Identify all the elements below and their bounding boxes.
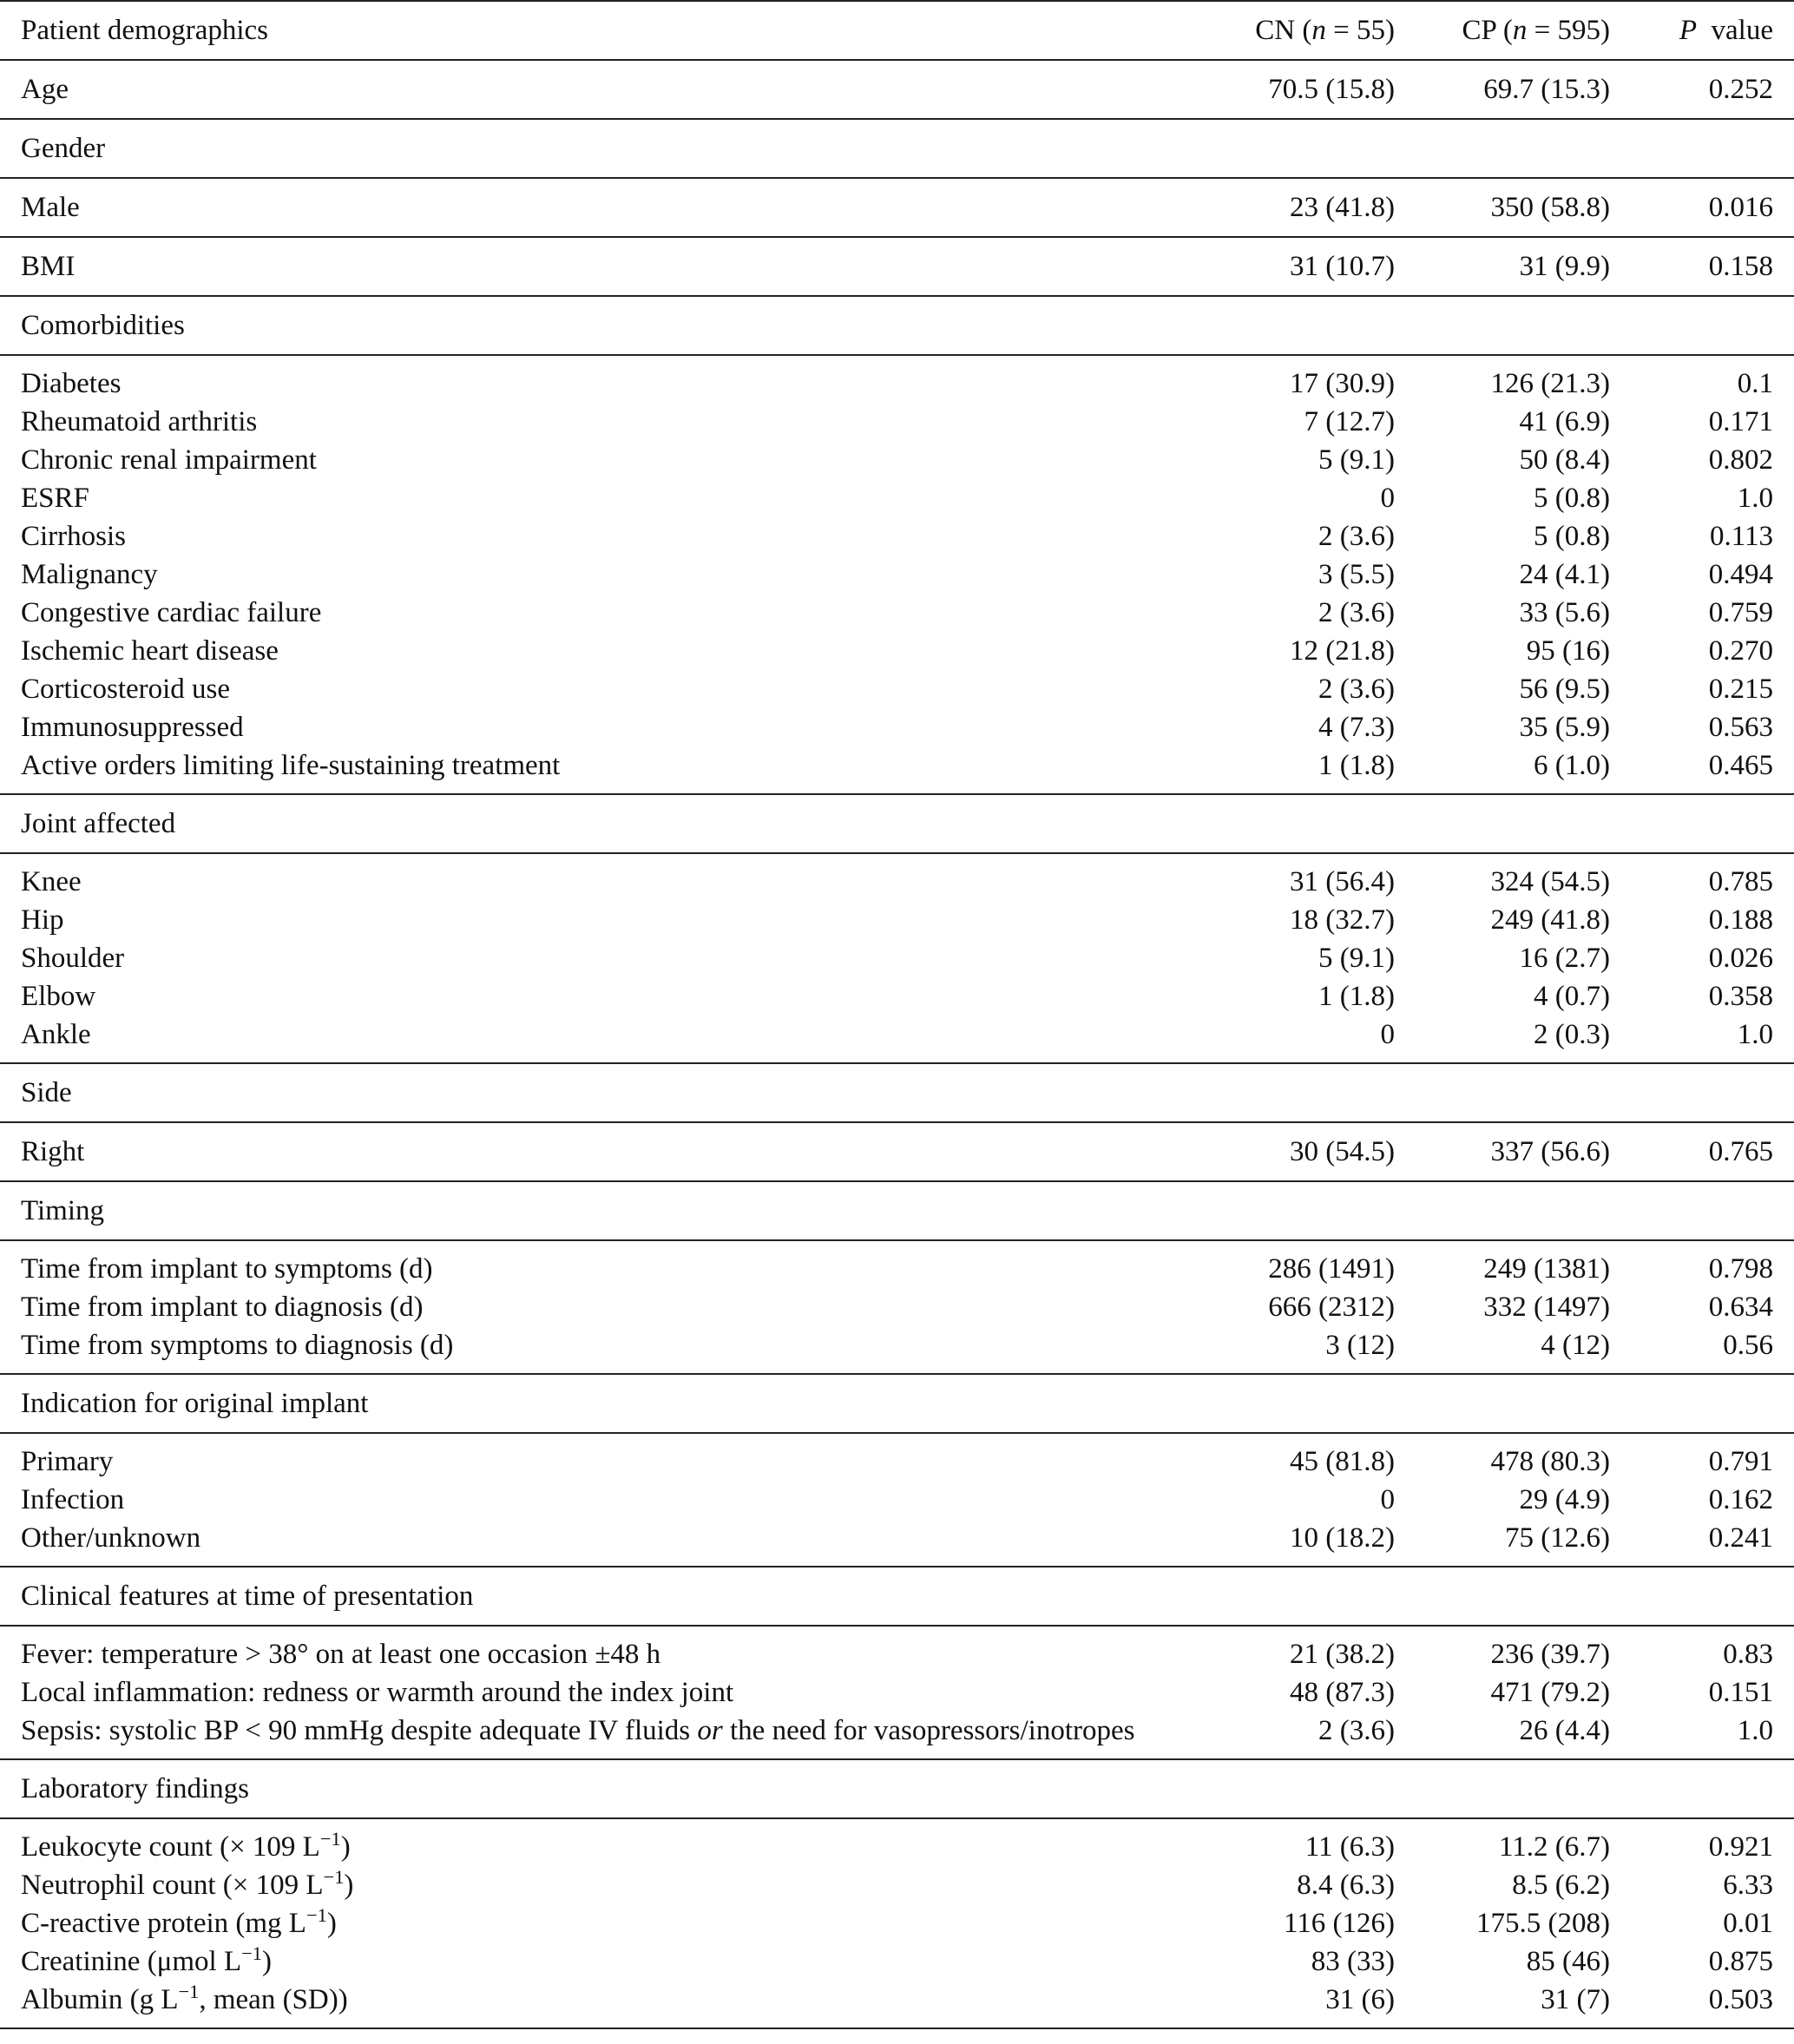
p-value: 0.759 (1708, 596, 1773, 628)
cn-value: 31 (6) (1166, 1981, 1416, 2028)
section-title: Comorbidities (0, 296, 1794, 355)
cp-value: 5 (0.8) (1534, 520, 1610, 552)
p-value: 0.83 (1723, 1638, 1773, 1670)
p-value: 0.791 (1708, 1445, 1773, 1477)
table-row (0, 1519, 1794, 1567)
cn-value: 2 (3.6) (1318, 673, 1395, 705)
cn-value: 18 (32.7) (1290, 904, 1395, 936)
row-label: Diabetes (21, 367, 122, 399)
p-value: 0.802 (1708, 444, 1773, 476)
cp-value: 16 (2.7) (1519, 942, 1610, 974)
table-row (0, 1673, 1794, 1712)
row-label: Male (0, 178, 1166, 237)
cn-value: 83 (33) (1311, 1945, 1395, 1977)
cn-value: 8.4 (6.3) (1297, 1869, 1395, 1901)
row-label: Corticosteroid use (21, 673, 231, 705)
row-label: Rheumatoid arthritis (21, 405, 258, 437)
row-label: Age (0, 60, 1166, 119)
table-row (0, 670, 1794, 708)
section-title: Gender (0, 119, 1794, 178)
cn-value: 0 (1166, 1015, 1416, 1063)
p-value: 0.875 (1708, 1945, 1773, 1977)
cn-value: 48 (87.3) (1290, 1676, 1395, 1708)
row-label: Right (0, 1122, 1166, 1181)
table-row (0, 901, 1794, 939)
cp-value: 175.5 (208) (1476, 1907, 1610, 1939)
section-header-laboratory-findings (0, 1759, 1794, 1818)
cp-value: 236 (39.7) (1490, 1638, 1610, 1670)
cn-value: 3 (5.5) (1318, 558, 1395, 590)
p-value: 0.171 (1708, 405, 1773, 437)
p-value: 0.634 (1708, 1291, 1773, 1323)
row-label: Time from symptoms to diagnosis (d) (0, 1326, 1166, 1374)
p-value: 0.785 (1708, 865, 1773, 897)
table-row (0, 853, 1794, 901)
cp-value: 75 (12.6) (1416, 1519, 1631, 1567)
cp-value: 31 (7) (1416, 1981, 1631, 2028)
cn-value: 11 (6.3) (1304, 1830, 1395, 1863)
cp-value: 33 (5.6) (1519, 596, 1610, 628)
cn-value: 23 (41.8) (1166, 178, 1416, 237)
cn-value: 666 (2312) (1268, 1291, 1395, 1323)
table-row (0, 441, 1794, 479)
p-value: 0.241 (1631, 1519, 1794, 1567)
row-label: Immunosuppressed (21, 711, 244, 743)
row-label: Primary (21, 1445, 114, 1477)
p-value: 0.563 (1708, 711, 1773, 743)
p-value: 0.465 (1631, 746, 1794, 794)
row-label: Ankle (0, 1015, 1166, 1063)
table-row (0, 746, 1794, 794)
p-value: 0.151 (1708, 1676, 1773, 1708)
row-label: Local inflammation: redness or warmth around the index joint (21, 1676, 734, 1708)
row-label: Infection (21, 1483, 125, 1515)
table-row (0, 555, 1794, 594)
table-row (0, 1981, 1794, 2028)
p-value: 0.798 (1708, 1252, 1773, 1285)
row-label: Cirrhosis (21, 520, 127, 552)
cn-value: 0 (1380, 482, 1395, 514)
row-label: Time from implant to symptoms (d) (21, 1252, 433, 1285)
section-header-joint-affected (0, 794, 1794, 853)
header-p-value: P value (1631, 1, 1794, 60)
cp-value: 11.2 (6.7) (1498, 1830, 1610, 1863)
table-row (0, 1288, 1794, 1326)
cn-value: 1 (1.8) (1318, 980, 1395, 1012)
cn-value: 45 (81.8) (1290, 1445, 1395, 1477)
cp-value: 249 (41.8) (1490, 904, 1610, 936)
cn-value: 30 (54.5) (1166, 1122, 1416, 1181)
table-row (0, 1866, 1794, 1904)
header-row (0, 1, 1794, 60)
row-label: Time from implant to diagnosis (d) (21, 1291, 424, 1323)
row-label: Hip (21, 904, 64, 936)
cp-value: 41 (6.9) (1519, 405, 1610, 437)
cp-value: 337 (56.6) (1416, 1122, 1631, 1181)
cn-value: 12 (21.8) (1290, 634, 1395, 667)
row-label: Creatinine (μmol $L^{-1}$) (21, 1942, 272, 1977)
header-cn: CN (n = 55) (1166, 1, 1416, 60)
section-title: Side (0, 1063, 1794, 1122)
table-row (0, 1433, 1794, 1481)
row-label: Other/unknown (0, 1519, 1166, 1567)
cn-value: 21 (38.2) (1290, 1638, 1395, 1670)
cn-value: 70.5 (15.8) (1166, 60, 1416, 119)
cn-value: 286 (1491) (1268, 1252, 1395, 1285)
cn-value: 2 (3.6) (1318, 520, 1395, 552)
p-value: 0.56 (1631, 1326, 1794, 1374)
cp-value: 95 (16) (1526, 634, 1610, 667)
table-row (0, 1015, 1794, 1063)
cn-value: 2 (3.6) (1166, 1712, 1416, 1759)
row-label: Sepsis: systolic BP < 90 mmHg despite adequate IV fluids or the need for vasopressors/inotropes (0, 1712, 1166, 1759)
p-value: 0.026 (1708, 942, 1773, 974)
table-row (0, 1904, 1794, 1942)
table-row (0, 517, 1794, 555)
p-value: 0.016 (1631, 178, 1794, 237)
row-label: Albumin (g $L^{-1}$, mean (SD)) (0, 1981, 1166, 2028)
p-value: 6.33 (1723, 1869, 1773, 1901)
cp-value: 56 (9.5) (1519, 673, 1610, 705)
section-header-gender (0, 119, 1794, 178)
cp-value: 350 (58.8) (1416, 178, 1631, 237)
cp-value: 4 (0.7) (1534, 980, 1610, 1012)
table-row (0, 1326, 1794, 1374)
table-row (0, 1481, 1794, 1519)
p-value: 0.503 (1631, 1981, 1794, 2028)
p-value: 1.0 (1737, 482, 1773, 514)
p-value: 0.01 (1723, 1907, 1773, 1939)
row-label: Elbow (21, 980, 96, 1012)
table-row (0, 1626, 1794, 1673)
section-title: Joint affected (0, 794, 1794, 853)
cn-value: 2 (3.6) (1318, 596, 1395, 628)
cn-value: 31 (56.4) (1290, 865, 1395, 897)
cp-value: 471 (79.2) (1490, 1676, 1610, 1708)
cn-value: 4 (7.3) (1318, 711, 1395, 743)
table-row (0, 178, 1794, 237)
cn-value: 5 (9.1) (1318, 444, 1395, 476)
section-header-indication (0, 1374, 1794, 1433)
table-row (0, 708, 1794, 746)
p-value: 0.188 (1708, 904, 1773, 936)
cp-value: 478 (80.3) (1490, 1445, 1610, 1477)
table-row (0, 237, 1794, 296)
p-value: 0.158 (1631, 237, 1794, 296)
p-value: 0.162 (1708, 1483, 1773, 1515)
table-row (0, 1240, 1794, 1288)
p-value: 0.1 (1737, 367, 1773, 399)
row-label: Shoulder (21, 942, 125, 974)
cp-value: 8.5 (6.2) (1512, 1869, 1610, 1901)
cn-value: 0 (1380, 1483, 1395, 1515)
p-value: 0.921 (1708, 1830, 1773, 1863)
row-label: Congestive cardiac failure (21, 596, 322, 628)
cp-value: 29 (4.9) (1519, 1483, 1610, 1515)
row-label: Fever: temperature > 38° on at least one occasion ±48 h (21, 1638, 661, 1670)
cp-value: 4 (12) (1416, 1326, 1631, 1374)
p-value: 0.113 (1709, 520, 1773, 552)
row-label: Active orders limiting life-sustaining treatment (0, 746, 1166, 794)
p-value: 0.270 (1708, 634, 1773, 667)
p-value: 1.0 (1631, 1015, 1794, 1063)
cn-value: 17 (30.9) (1290, 367, 1395, 399)
header-patient-demographics: Patient demographics (0, 1, 1166, 60)
section-title: Clinical features at time of presentation (0, 1567, 1794, 1626)
cp-value: 2 (0.3) (1416, 1015, 1631, 1063)
table-row (0, 403, 1794, 441)
p-value: 0.215 (1708, 673, 1773, 705)
table-row (0, 1122, 1794, 1181)
cp-value: 126 (21.3) (1490, 367, 1610, 399)
table-row (0, 355, 1794, 403)
table-row (0, 1818, 1794, 1866)
cp-value: 6 (1.0) (1416, 746, 1631, 794)
section-header-side (0, 1063, 1794, 1122)
row-label: Leukocyte count (× 109 $L^{-1}$) (21, 1827, 351, 1863)
table-row (0, 60, 1794, 119)
cn-value: 10 (18.2) (1166, 1519, 1416, 1567)
cp-value: 31 (9.9) (1416, 237, 1631, 296)
cn-value: 116 (126) (1283, 1907, 1395, 1939)
cp-value: 69.7 (15.3) (1416, 60, 1631, 119)
cp-value: 50 (8.4) (1519, 444, 1610, 476)
row-label: C-reactive protein (mg $L^{-1}$) (21, 1903, 337, 1939)
cp-value: 324 (54.5) (1490, 865, 1610, 897)
section-title: Timing (0, 1181, 1794, 1240)
header-cp: CP (n = 595) (1416, 1, 1631, 60)
table-row (0, 1712, 1794, 1759)
cp-value: 24 (4.1) (1519, 558, 1610, 590)
table-row (0, 977, 1794, 1015)
cn-value: 1 (1.8) (1166, 746, 1416, 794)
cp-value: 35 (5.9) (1519, 711, 1610, 743)
table-row (0, 939, 1794, 977)
section-header-comorbidities (0, 296, 1794, 355)
table-row (0, 1942, 1794, 1981)
table-row (0, 632, 1794, 670)
row-label: BMI (0, 237, 1166, 296)
table-row (0, 479, 1794, 517)
cp-value: 85 (46) (1526, 1945, 1610, 1977)
cp-value: 26 (4.4) (1416, 1712, 1631, 1759)
row-label: Malignancy (21, 558, 158, 590)
p-value: 0.252 (1631, 60, 1794, 119)
row-label: Ischemic heart disease (21, 634, 279, 667)
section-title: Indication for original implant (0, 1374, 1794, 1433)
row-label: ESRF (21, 482, 89, 514)
row-label: Knee (21, 865, 82, 897)
p-value: 0.765 (1631, 1122, 1794, 1181)
p-value: 0.358 (1708, 980, 1773, 1012)
cn-value: 31 (10.7) (1166, 237, 1416, 296)
cp-value: 332 (1497) (1483, 1291, 1610, 1323)
row-label: Chronic renal impairment (21, 444, 317, 476)
cn-value: 7 (12.7) (1304, 405, 1395, 437)
row-label: Neutrophil count (× 109 $L^{-1}$) (21, 1865, 354, 1901)
cp-value: 249 (1381) (1483, 1252, 1610, 1285)
cn-value: 3 (12) (1166, 1326, 1416, 1374)
p-value: 0.494 (1708, 558, 1773, 590)
section-title: Laboratory findings (0, 1759, 1794, 1818)
cn-value: 5 (9.1) (1318, 942, 1395, 974)
p-value: 1.0 (1631, 1712, 1794, 1759)
section-header-clinical-features (0, 1567, 1794, 1626)
table-row (0, 594, 1794, 632)
cp-value: 5 (0.8) (1534, 482, 1610, 514)
section-header-timing (0, 1181, 1794, 1240)
